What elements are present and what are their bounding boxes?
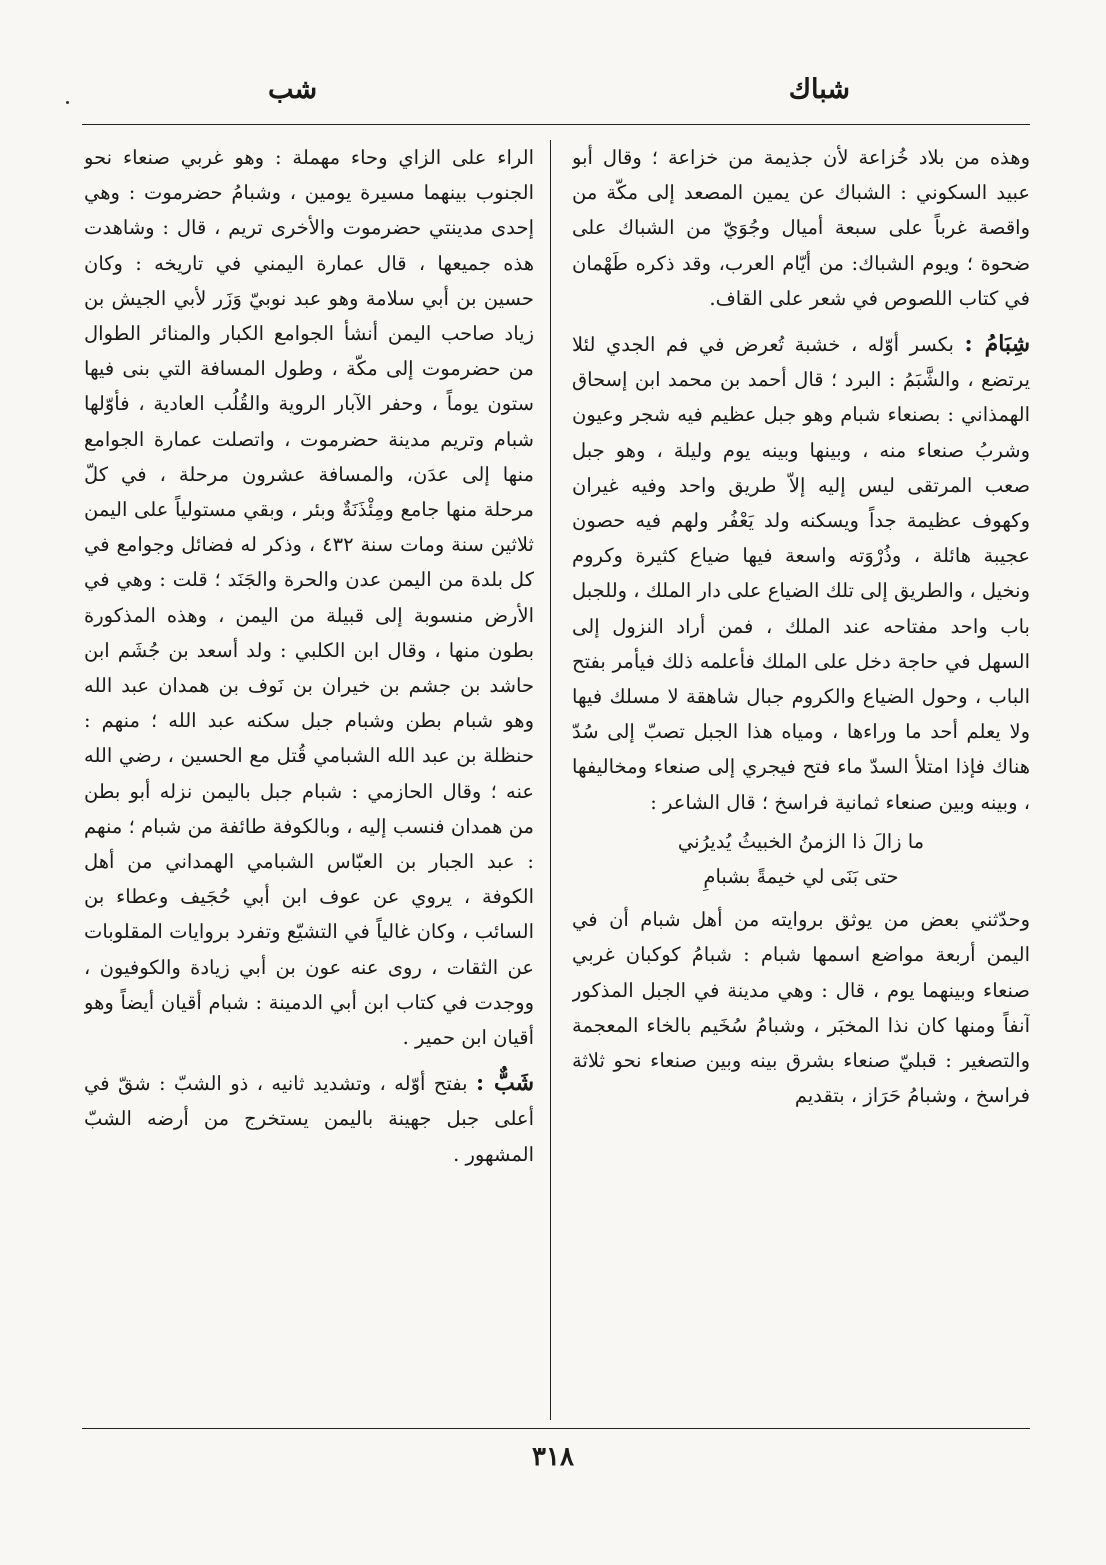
paragraph: الراء على الزاي وحاء مهملة : وهو غربي صنعاء نحو الجنوب بينهما مسيرة يومين ، وشبامُ حضرموت : وهي إحدى مدينتي حضرموت والأخرى تريم ، قال : وشاهدت هذه جميعها ، قال عمارة اليمني في تاريخه : وكان حسين بن أبي سلامة وهو عبد نوبيّ وَزَر لأبي الجيش بن زياد صاحب اليمن أنشأ الجوامع الكبار والمنائر الطوال من حضرموت إلى مكّة ، وطول المسافة التي بنى فيها ستون يوماً ، وحفر الآبار الروية والقُلُب العادية ، فأوّلها شبام وتريم مدينة حضرموت ، واتصلت عمارة الجوامع منها إلى عدَن، والمسافة عشرون مرحلة ، في كلّ مرحلة منها جامع ومِئْذَنَةٌ وبئر ، وبقي مستولياً على اليمن ثلاثين سنة ومات سنة ٤٣٢ ، وذكر له فضائل وجوامع في كل بلدة من اليمن عدن والحرة والجَنَد ؛ قلت : وهي في الأرض منسوبة إلى قبيلة من اليمن ، وهذه المذكورة بطون منها ، وقال ابن الكلبي : ولد أسعد بن جُشَم ابن حاشد بن جشم بن خيران بن نَوف بن همدان عبد الله وهو شبام بطن وشبام جبل سكنه عبد الله ؛ منهم : حنظلة بن عبد الله الشبامي قُتل مع الحسين ، رضي الله عنه ؛ وقال الحازمي : شبام جبل باليمن نزله أبو بطن من همدان فنسب إليه ، وبالكوفة طائفة من شبام ؛ منهم : عبد الجبار بن العبّاس الشبامي الهمداني من أهل الكوفة ، يروي عن عوف ابن أبي حُجَيف وعطاء بن السائب ، وكان غالياً في التشيّع وتفرد بروايات المقلوبات عن الثقات ، روى عنه عون بن أبي زيادة والكوفيون ، ووجدت في كتاب ابن أبي الدمينة : شبام أقيان أيضاً وهو أقيان ابن حمير . (84, 146, 534, 1050)
poem-verse (572, 824, 1030, 894)
left-column (84, 140, 534, 1425)
entry-headword: شَبٌّ : (475, 1070, 534, 1097)
paragraph: وهذه من بلاد خُزاعة لأن جذيمة من خزاعة ؛ وقال أبو عبيد السكوني : الشباك عن يمين المصعد إلى مكّة من واقصة غرباً على سبعة أميال وجُوَيّ من الشباك على ضحوة ؛ ويوم الشباك: من أيّام العرب، وقد ذكره طَهْمان في كتاب اللصوص في شعر على القاف. (572, 146, 1030, 310)
verse-line-1: ما زالَ ذا الزمنُ الخبيثُ يُديرُني (677, 829, 925, 853)
page-number: ٣١٨ (532, 1442, 574, 1472)
paragraph: وحدّثني بعض من يوثق بروايته من أهل شبام أن في اليمن أربعة مواضع اسمها شبام : شبامُ كوكبان غربي صنعاء وبينهما يوم ، قال : وهي مدينة في الجبل المذكور آنفاً ومنها كان نذا المخبَر ، وشبامُ سُخَيم بالخاء المعجمة والتصغير : قبليّ صنعاء بشرق بينه وبين صنعاء نحو ثلاثة فراسخ ، وشبامُ حَرَاز ، بتقديم (572, 908, 1030, 1108)
entry-shibam (572, 327, 1030, 820)
footer-rule (82, 1428, 1030, 1429)
header-right-title: شباك (788, 74, 850, 105)
print-speck (66, 101, 69, 104)
header-rule (82, 124, 1030, 125)
entry-text: بكسر أوّله ، خشبة تُعرض في فم الجدي لئلا يرتضع ، والشَّبَمُ : البرد ؛ قال أحمد بن محمد ابن إسحاق الهمذاني : بصنعاء شبام وهو جبل عظيم فيه شجر وعيون وشربُ صنعاء منه ، وبينها وبينه يوم وليلة ، وهو جبل صعب المرتقى ليس إليه إلاّ طريق واحد وفيه غيران وكهوف عظيمة جداً ويسكنه ولد يَعْفُر ولهم فيه حصون عجيبة هائلة ، وذُرْوَته واسعة فيها ضياع كثيرة وكروم ونخيل ، والطريق إلى تلك الضياع على دار الملك ، وللجبل باب واحد مفتاحه عند الملك ، فمن أراد النزول إلى السهل في حاجة دخل على الملك فأعلمه ذلك فيأمر بفتح الباب ، وحول الضياع والكروم جبال شاهقة لا مسلك فيها ولا يعلم أحد ما وراءها ، ومياه هذا الجبل تصبّ إلى سُدّ هناك فإذا امتلأ السدّ ماء فتح فيجري إلى صنعاء ومخاليفها ، وبينه وبين صنعاء ثمانية فراسخ ؛ قال الشاعر : (572, 333, 1030, 814)
column-divider (550, 140, 551, 1420)
entry-text: بفتح أوّله ، وتشديد ثانيه ، ذو الشبّ : شقّ في أعلى جبل جهينة باليمن يستخرج من أرضه الشبّ المشهور . (84, 1072, 534, 1166)
header-left-title: شب (268, 74, 318, 105)
entry-shabb (84, 1066, 534, 1172)
entry-headword: شِبَامُ : (964, 331, 1030, 358)
right-column (572, 140, 1030, 1425)
verse-line-2: حتى بَنَى لي خيمةً بشبامِ (703, 865, 899, 889)
